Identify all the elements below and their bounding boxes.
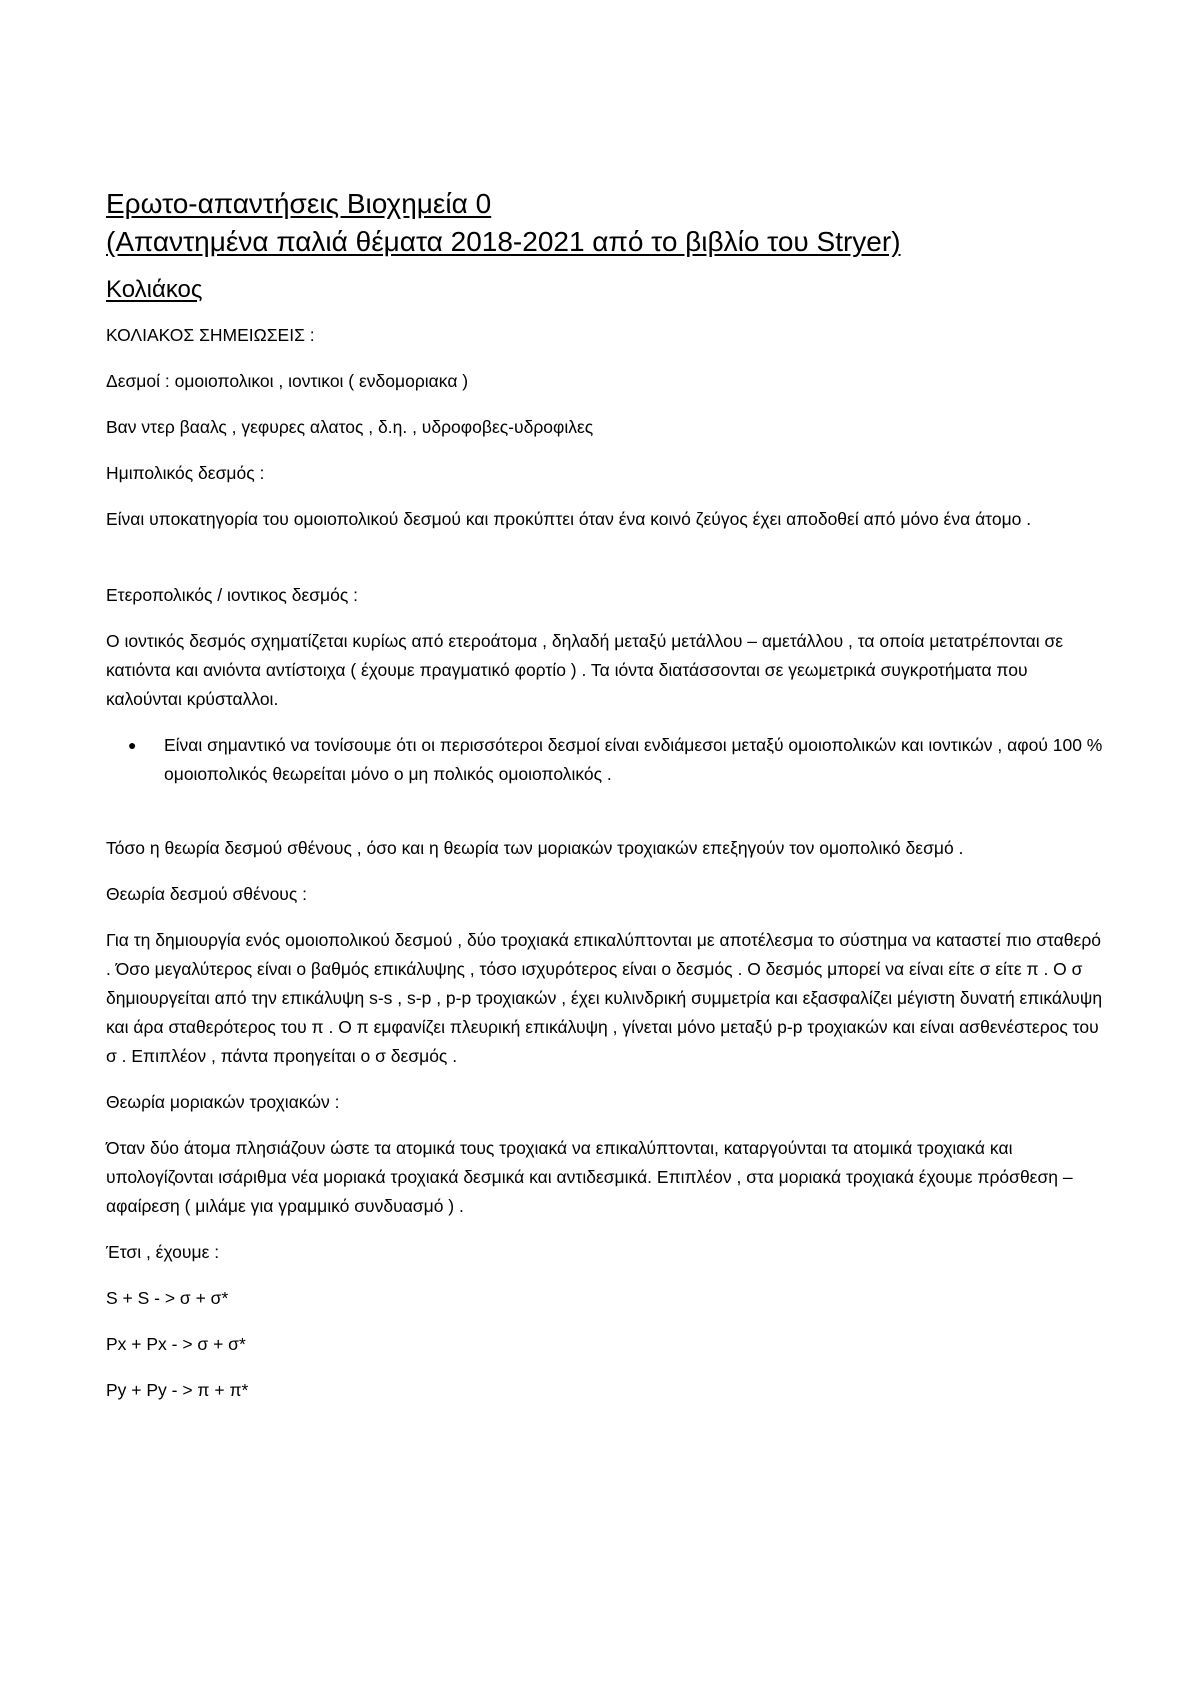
semipolar-heading: Ημιπολικός δεσμός : xyxy=(106,463,265,483)
mo-text: Όταν δύο άτομα πλησιάζουν ώστε τα ατομικά τους τροχιακά να επικαλύπτονται, καταργούνται τα ατομικά τροχιακά και υπολογίζονται ισάριθμα νέα μοριακά τροχιακά δεσμικά και αντιδεσμικά. Επιπλέον , στα μοριακά τροχιακά έχουμε πρόσθεση – αφαίρεση ( μιλάμε για γραμμικό συνδυασμό ) . xyxy=(106,1138,1073,1216)
document-subtitle: (Απαντημένα παλιά θέματα 2018-2021 από το βιβλίο του Stryer) xyxy=(106,226,901,257)
equation-1: S + S - > σ + σ* xyxy=(106,1288,229,1308)
equation-2: Px + Px - > σ + σ* xyxy=(106,1334,246,1354)
list-item xyxy=(128,731,1106,789)
bullet-list xyxy=(106,731,1106,789)
semipolar-text: Είναι υποκατηγορία του ομοιοπολικού δεσμού και προκύπτει όταν ένα κοινό ζεύγος έχει αποδοθεί από μόνο ένα άτομο . xyxy=(106,509,1032,529)
notes-heading: ΚΟΛΙΑΚΟΣ ΣΗΜΕΙΩΣΕΙΣ : xyxy=(106,325,315,345)
author-name: Κολιάκος xyxy=(106,276,203,303)
bullet-icon: ● xyxy=(128,737,137,753)
vb-heading: Θεωρία δεσμού σθένους : xyxy=(106,884,308,904)
spacer xyxy=(106,551,1106,581)
vdw-line: Βαν ντερ βααλς , γεφυρες αλατος , δ.η. , υδροφοβες-υδροφιλες xyxy=(106,417,594,437)
theories-text: Τόσο η θεωρία δεσμού σθένους , όσο και η θεωρία των μοριακών τροχιακών επεξηγούν τον ομοπολικό δεσμό . xyxy=(106,838,964,858)
ionic-heading: Ετεροπολικός / ιοντικος δεσμός : xyxy=(106,585,359,605)
bonds-line: Δεσμοί : ομοιοπολικοι , ιοντικοι ( ενδομοριακα ) xyxy=(106,371,469,391)
ionic-text: Ο ιοντικός δεσμός σχηματίζεται κυρίως από ετεροάτομα , δηλαδή μεταξύ μετάλλου – αμετάλλου , τα οποία μετατρέπονται σε κατιόντα και ανιόντα αντίστοιχα ( έχουμε πραγματικό φορτίο ) . Τα ιόντα διατάσσονται σε γεωμετρικά συγκροτήματα που καλούνται κρύσταλλοι. xyxy=(106,631,1064,709)
mo-heading: Θεωρία μοριακών τροχιακών : xyxy=(106,1092,340,1112)
document-title: Ερωτο-απαντήσεις Βιοχημεία 0 xyxy=(106,188,492,219)
document-page xyxy=(106,185,1106,1422)
thus-line: Έτσι , έχουμε : xyxy=(106,1242,220,1262)
spacer xyxy=(106,806,1106,834)
equation-3: Py + Py - > π + π* xyxy=(106,1380,249,1400)
bullet-text: Είναι σημαντικό να τονίσουμε ότι οι περισσότεροι δεσμοί είναι ενδιάμεσοι μεταξύ ομοιοπολικών και ιοντικών , αφού 100 % ομοιοπολικός θεωρείται μόνο ο μη πολικός ομοιοπολικός . xyxy=(164,735,1103,784)
vb-text: Για τη δημιουργία ενός ομοιοπολικού δεσμού , δύο τροχιακά επικαλύπτονται με αποτέλεσμα το σύστημα να καταστεί πιο σταθερό . Όσο μεγαλύτερος είναι ο βαθμός επικάλυψης , τόσο ισχυρότερος είναι ο δεσμός . Ο δεσμός μπορεί να είναι είτε σ είτε π . Ο σ δημιουργείται από την επικάλυψη s-s , s-p , p-p τροχιακών , έχει κυλινδρική συμμετρία και εξασφαλίζει μέγιστη δυνατή επικάλυψη και άρα σταθερότερος του π . Ο π εμφανίζει πλευρική επικάλυψη , γίνεται μόνο μεταξύ p-p τροχιακών και είναι ασθενέστερος του σ . Επιπλέον , πάντα προηγείται ο σ δεσμός . xyxy=(106,930,1103,1066)
